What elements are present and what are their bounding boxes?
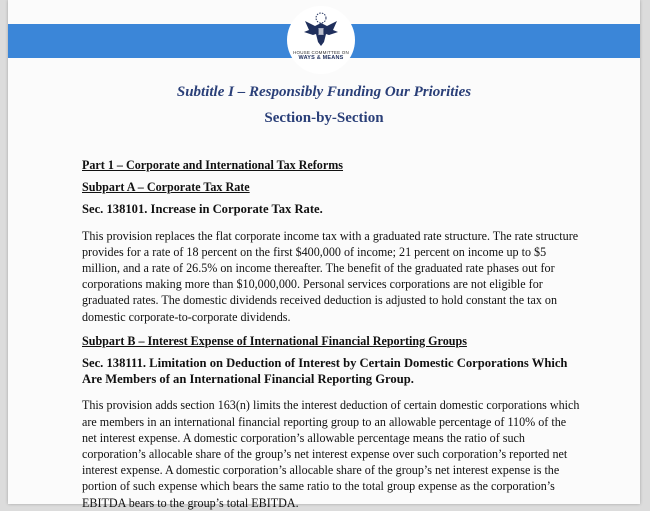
document-page [8,0,640,510]
section-138111-body: This provision adds section 163(n) limits the interest deduction of certain domestic corporations which are members in an international financial reporting group to an allowable percentage of 110% of the net interest expense. A domestic corporation’s allowable percentage means the ratio of such corporation’s allocable share of the group’s net interest expense over such corporation’s reported net interest expense. A domestic corporation’s allocable share of the group’s net interest expense is the portion of such expense which bears the same ratio to the total group expense as the corporation’s EBITDA bears to the group’s total EBITDA. [82,398,580,510]
section-138101-heading: Sec. 138101. Increase in Corporate Tax Rate. [82,202,323,217]
committee-seal-logo [287,6,355,74]
seal-caption [293,50,349,61]
document-body [82,157,582,511]
part-heading: Part 1 – Corporate and International Tax Reforms [82,158,344,172]
seal-caption-line2: WAYS & MEANS [298,55,344,61]
seal-caption-line1: HOUSE COMMITTEE ON [293,50,349,55]
subpart-a-heading: Subpart A – Corporate Tax Rate [82,180,250,195]
document-title: Subtitle I – Responsibly Funding Our Priorities [176,84,472,100]
section-138111-heading: Sec. 138111. Limitation on Deduction of Interest by Certain Domestic Corporations Which Are Members of an International Financial Reporting Group. [82,356,568,387]
document-subtitle: Section-by-Section [264,110,384,126]
section-138101-body: This provision replaces the flat corporate income tax with a graduated rate structure. The rate structure provides for a rate of 18 percent on the first $400,000 of income; 21 percent on income up to $5 million, and a rate of 26.5% on income thereafter. The benefit of the graduated rate phases out for corporations making more than $10,000,000. Personal services corporations are not eligible for graduated rates. The domestic dividends received deduction is adjusted to hold constant the tax on domestic corporate-to-corporate dividends. [82,228,579,324]
eagle-icon [301,10,341,50]
subpart-b-heading: Subpart B – Interest Expense of International Financial Reporting Groups [82,333,467,348]
